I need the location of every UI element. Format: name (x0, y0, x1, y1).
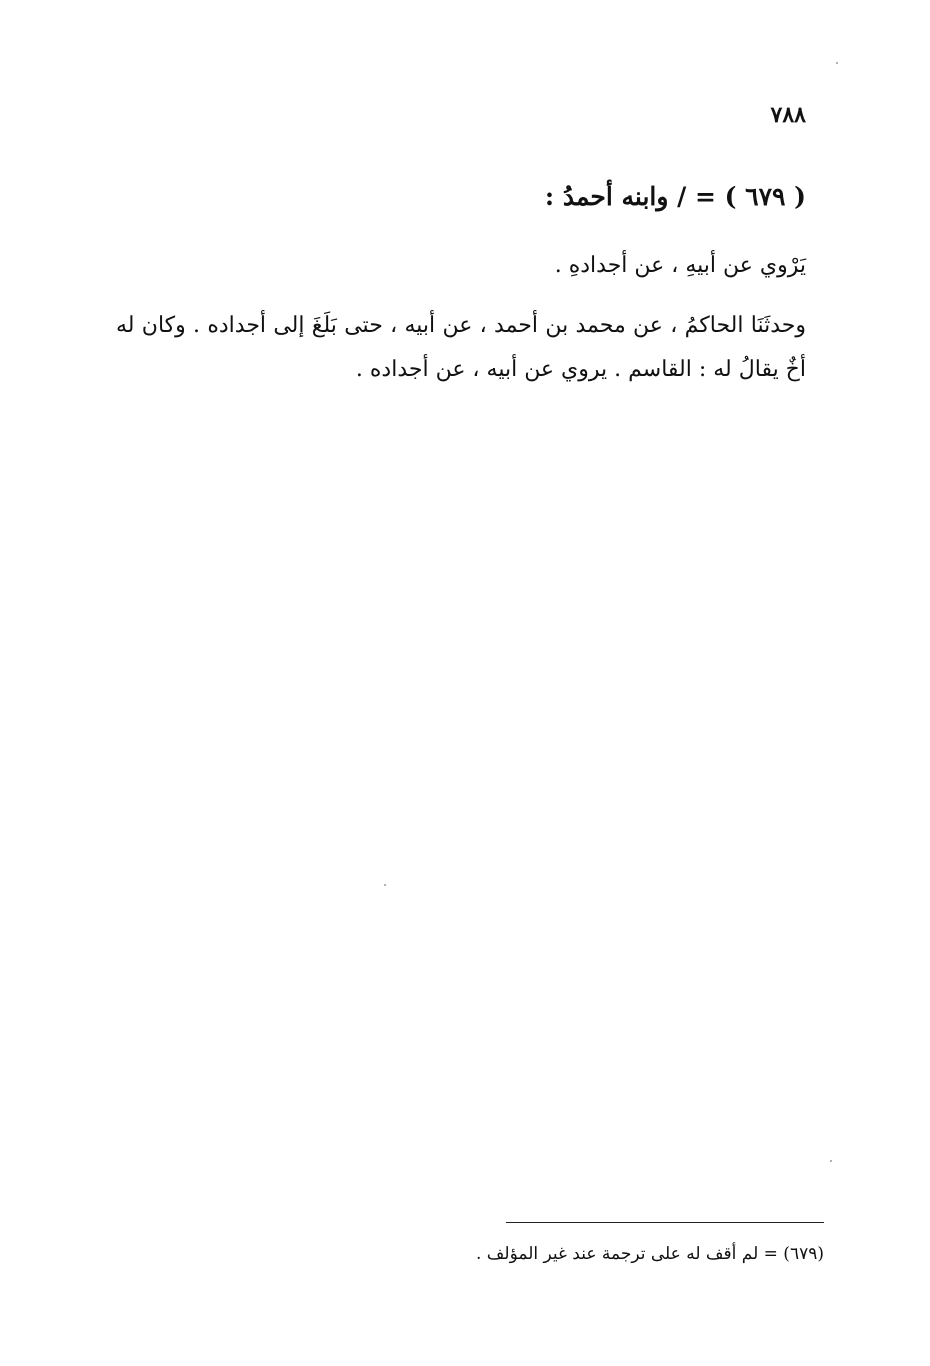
paragraph-1: يَرْوي عن أبيهِ ، عن أجدادهِ . (554, 253, 806, 278)
scan-speck (836, 62, 838, 64)
entry-heading: ( ٦٧٩ ) = / وابنه أحمدُ : (544, 182, 806, 211)
scan-speck (384, 884, 386, 886)
footnote: (٦٧٩) = لم أقف له على ترجمة عند غير المؤلف . (476, 1244, 824, 1264)
footnote-divider (506, 1222, 824, 1223)
page-number: ٧٨٨ (770, 102, 806, 128)
paragraph-2: وحدثَنَا الحاكمُ ، عن محمد بن أحمد ، عن أبيه ، حتى بَلَغَ إلى أجداده . وكان له أخٌ يقالُ له : القاسم . يروي عن أبيه ، عن أجداده . (116, 313, 806, 382)
scan-speck (830, 1160, 832, 1162)
